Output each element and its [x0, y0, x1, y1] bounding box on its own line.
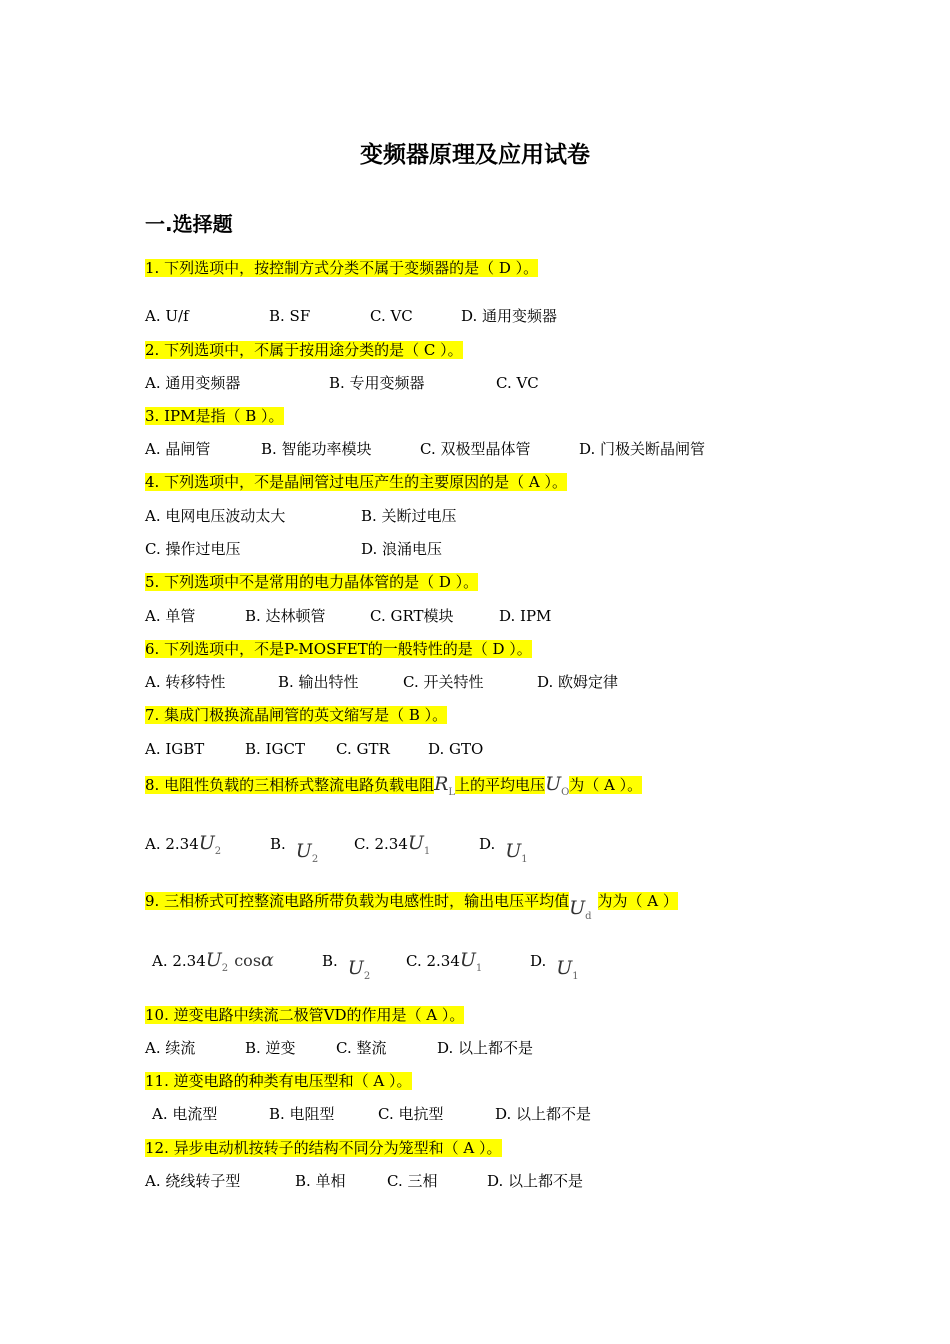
question-text-part1: 9. 三相桥式可控整流电路所带负载为电感性时，输出电压平均值: [145, 892, 570, 910]
resistance-symbol: $R_L$: [434, 773, 456, 798]
option-c: C. GRT模块: [370, 607, 454, 625]
option-a: A. U/f: [145, 307, 189, 325]
question-text: 12. 异步电动机按转子的结构不同分为笼型和（ A ）。: [145, 1139, 502, 1157]
option-b: B. $U_2$: [270, 835, 319, 865]
question-text: 1. 下列选项中，按控制方式分类不属于变频器的是（ D ）。: [145, 259, 539, 277]
page-title: 变频器原理及应用试卷: [360, 142, 590, 168]
option-b: B. 专用变频器: [329, 374, 425, 392]
option-b: B. 智能功率模块: [261, 440, 372, 458]
option-d: D. 欧姆定律: [537, 673, 619, 691]
question-11: [145, 1071, 412, 1091]
option-a: A. 晶闸管: [145, 440, 211, 458]
voltage-symbol: $U_d$: [569, 897, 592, 922]
voltage-symbol: $U_O$: [545, 773, 570, 798]
question-9: [145, 890, 678, 922]
option-c: C. $2.34U_1$: [406, 949, 483, 974]
question-text: 11. 逆变电路的种类有电压型和（ A ）。: [145, 1072, 412, 1090]
option-a: A. 绕线转子型: [145, 1172, 241, 1190]
option-c: C. 开关特性: [403, 673, 484, 691]
option-d: D. 浪涌电压: [361, 540, 443, 558]
option-b: B. 达林顿管: [245, 607, 326, 625]
option-c: C. 整流: [336, 1039, 387, 1057]
question-text: 7. 集成门极换流晶闸管的英文缩写是（ B ）。: [145, 706, 448, 724]
option-a: A. $2.34U_2$ cosα: [152, 949, 274, 974]
option-c: C. 电抗型: [378, 1105, 444, 1123]
option-a: A. 通用变频器: [145, 374, 241, 392]
question-text-part2: 上的平均电压: [455, 776, 546, 794]
option-a: A. 转移特性: [145, 673, 226, 691]
option-d: D. GTO: [428, 740, 484, 758]
option-c: C. VC: [496, 374, 539, 392]
question-text: 5. 下列选项中不是常用的电力晶体管的是（ D ）。: [145, 573, 479, 591]
option-d: D. 门极关断晶闸管: [579, 440, 706, 458]
option-b: B. 关断过电压: [361, 507, 457, 525]
option-b: B. $U_2$: [322, 952, 371, 982]
question-text: 3. IPM是指（ B ）。: [145, 407, 284, 425]
question-8: [145, 774, 642, 803]
option-b: B. IGCT: [245, 740, 305, 758]
section-heading: 一.选择题: [145, 212, 233, 236]
question-10: [145, 1005, 464, 1025]
question-5: [145, 572, 478, 592]
question-text-part2: 为为（ A ）: [597, 892, 678, 910]
option-b: B. 电阻型: [269, 1105, 335, 1123]
option-a: A. 电网电压波动太大: [145, 507, 286, 525]
option-c: C. 操作过电压: [145, 540, 241, 558]
question-12: [145, 1138, 502, 1158]
question-text: 10. 逆变电路中续流二极管VD的作用是（ A ）。: [145, 1006, 465, 1024]
question-1: [145, 258, 538, 278]
option-c: C. 双极型晶体管: [420, 440, 531, 458]
option-c: C. VC: [370, 307, 413, 325]
question-text: 6. 下列选项中，不是P-MOSFET的一般特性的是（ D ）。: [145, 640, 532, 658]
question-4: [145, 472, 567, 492]
option-d: D. 以上都不是: [495, 1105, 592, 1123]
question-text: 4. 下列选项中，不是晶闸管过电压产生的主要原因的是（ A ）。: [145, 473, 567, 491]
option-d: D. $U_1$: [530, 952, 579, 982]
option-b: B. 逆变: [245, 1039, 296, 1057]
question-3: [145, 406, 284, 426]
question-text: 2. 下列选项中，不属于按用途分类的是（ C ）。: [145, 341, 463, 359]
option-b: B. SF: [269, 307, 311, 325]
option-d: D. 以上都不是: [437, 1039, 534, 1057]
option-a: A. $2.34U_2$: [145, 832, 222, 857]
option-a: A. IGBT: [145, 740, 205, 758]
question-6: [145, 639, 532, 659]
option-a: A. 单管: [145, 607, 196, 625]
option-d: D. IPM: [499, 607, 552, 625]
option-a: A. 续流: [145, 1039, 196, 1057]
question-text-part1: 8. 电阻性负载的三相桥式整流电路负载电阻: [145, 776, 435, 794]
option-c: C. GTR: [336, 740, 390, 758]
question-7: [145, 705, 447, 725]
option-d: D. 通用变频器: [461, 307, 558, 325]
option-c: C. 三相: [387, 1172, 438, 1190]
option-b: B. 单相: [295, 1172, 346, 1190]
question-2: [145, 340, 463, 360]
option-d: D. 以上都不是: [487, 1172, 584, 1190]
option-a: A. 电流型: [152, 1105, 218, 1123]
question-text-part3: 为（ A ）。: [569, 776, 643, 794]
option-d: D. $U_1$: [479, 835, 528, 865]
option-c: C. $2.34U_1$: [354, 832, 431, 857]
option-b: B. 输出特性: [278, 673, 359, 691]
